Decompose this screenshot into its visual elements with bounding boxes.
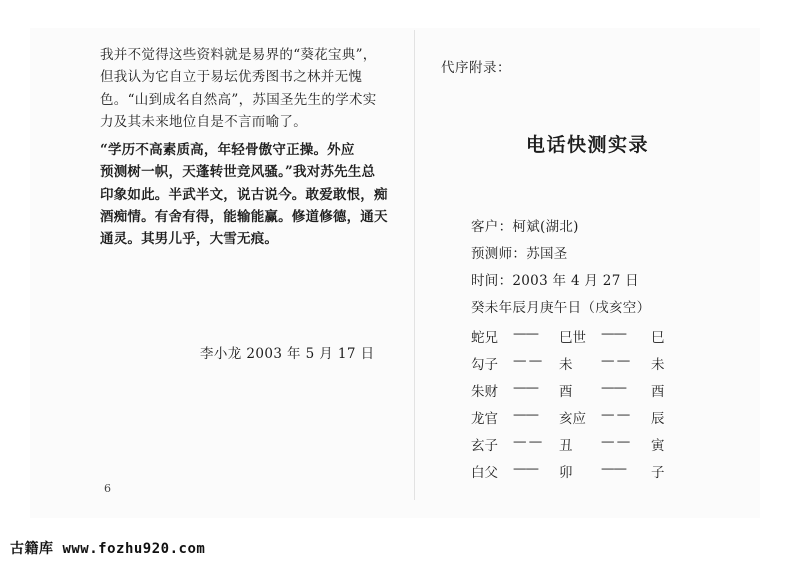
client-line: 客户：柯斌(湖北) bbox=[471, 219, 579, 235]
text-line: “学历不高素质高，年轻骨傲守正操。外应 bbox=[100, 142, 355, 159]
text-line: 印象如此。半武半文，说古说今。敢爱敢恨，痴 bbox=[100, 186, 388, 203]
text-line: 通灵。其男儿乎，大雪无痕。 bbox=[100, 231, 279, 248]
predictor-line: 预测师：苏国圣 bbox=[471, 246, 568, 262]
text-line: 我并不觉得这些资料就是易界的“葵花宝典”， bbox=[100, 47, 377, 63]
yao-line: — — bbox=[513, 434, 542, 450]
branch-label: 巳 bbox=[651, 330, 665, 346]
page-title: 电话快测实录 bbox=[526, 134, 650, 156]
page-divider bbox=[414, 30, 415, 500]
yao-line: —— bbox=[513, 380, 538, 396]
role-label: 勾子 bbox=[471, 357, 498, 373]
hexagram-row bbox=[471, 380, 701, 407]
site-url[interactable]: www.fozhu920.com bbox=[62, 541, 206, 557]
branch-label: 寅 bbox=[651, 438, 665, 454]
hexagram-row bbox=[471, 407, 701, 434]
yao-line: —— bbox=[513, 407, 538, 423]
hexagram-row bbox=[471, 434, 701, 461]
page-number: 6 bbox=[104, 482, 111, 495]
text-line: 酒痴情。有舍有得，能输能赢。修道修德，通天 bbox=[100, 209, 388, 226]
yao-line: — — bbox=[601, 353, 630, 369]
branch-label: 巳世 bbox=[559, 330, 586, 346]
yao-line: — — bbox=[601, 407, 630, 423]
time-line: 时间：2003 年 4 月 27 日 bbox=[471, 273, 639, 289]
yao-line: — — bbox=[601, 434, 630, 450]
branch-label: 卯 bbox=[559, 465, 573, 481]
role-label: 白父 bbox=[471, 465, 498, 481]
signature: 李小龙 2003 年 5 月 17 日 bbox=[200, 346, 375, 362]
yao-line: —— bbox=[601, 326, 626, 342]
yao-line: —— bbox=[601, 461, 626, 477]
yao-line: — — bbox=[513, 353, 542, 369]
text-line: 色。“山到成名自然高”，苏国圣先生的学术实 bbox=[100, 91, 377, 108]
branch-label: 丑 bbox=[559, 438, 573, 454]
text-line: 但我认为它自立于易坛优秀图书之林并无愧 bbox=[100, 69, 363, 86]
yao-line: —— bbox=[513, 461, 538, 477]
role-label: 蛇兄 bbox=[471, 330, 498, 346]
site-name: 古籍库 bbox=[10, 541, 54, 557]
hexagram-table bbox=[471, 326, 701, 488]
hexagram-row bbox=[471, 326, 701, 353]
record-info bbox=[471, 214, 650, 322]
branch-label: 未 bbox=[559, 357, 573, 373]
ganzhi-line: 癸未年辰月庚午日（戌亥空） bbox=[471, 300, 651, 316]
yao-line: —— bbox=[601, 380, 626, 396]
section-header: 代序附录： bbox=[441, 60, 511, 76]
branch-label: 酉 bbox=[559, 384, 573, 400]
left-page-body bbox=[100, 44, 390, 251]
text-line: 预测树一帜，天蓬转世竞风骚。”我对苏先生总 bbox=[100, 164, 376, 181]
yao-line: —— bbox=[513, 326, 538, 342]
branch-label: 酉 bbox=[651, 384, 665, 400]
watermark-footer bbox=[10, 538, 205, 558]
role-label: 朱财 bbox=[471, 384, 498, 400]
role-label: 玄子 bbox=[471, 438, 498, 454]
hexagram-row bbox=[471, 353, 701, 380]
branch-label: 亥应 bbox=[559, 411, 586, 427]
branch-label: 未 bbox=[651, 357, 665, 373]
branch-label: 辰 bbox=[651, 411, 665, 427]
role-label: 龙官 bbox=[471, 411, 498, 427]
branch-label: 子 bbox=[651, 465, 665, 481]
hexagram-row bbox=[471, 461, 701, 488]
text-line: 力及其未来地位自是不言而喻了。 bbox=[100, 113, 307, 130]
